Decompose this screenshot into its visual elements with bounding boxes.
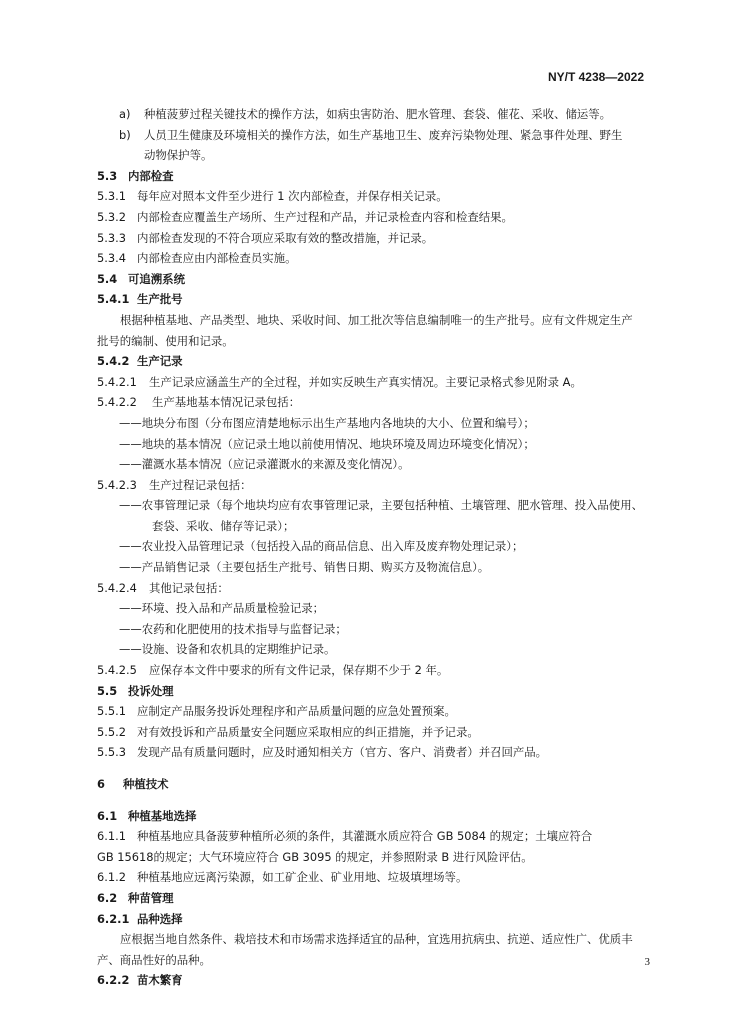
dash-item: ——农业投入品管理记录（包括投入品的商品信息、出入库及废弃物处理记录）； [119, 539, 524, 554]
clause-number: 5.3.3 [97, 230, 126, 245]
clause-5-4-2-1 [97, 372, 662, 393]
section-number: 5.3 [97, 168, 118, 183]
section-title: 品种选择 [137, 911, 183, 926]
paragraph-line: 产、商品性好的品种。 [97, 952, 211, 967]
clause-number: 5.4.2.3 [97, 477, 137, 492]
list-item-b-continued: 动物保护等。 [144, 148, 213, 163]
section-number: 6.2 [97, 890, 118, 905]
chapter-title: 种植技术 [123, 777, 169, 791]
section-number: 5.5 [97, 683, 118, 698]
section-title: 投诉处理 [128, 683, 174, 698]
section-number: 5.4 [97, 271, 118, 286]
list-item-a [97, 104, 662, 125]
clause-number: 5.5.2 [97, 724, 126, 739]
dash-item: ——产品销售记录（主要包括生产批号、销售日期、购买方及物流信息）。 [119, 560, 490, 575]
clause-text: 其他记录包括： [149, 580, 229, 595]
clause-number: 6.1.2 [97, 870, 126, 885]
clause-5-4-2-5 [97, 660, 662, 681]
clause-text: 对有效投诉和产品质量安全问题应采取相应的纠正措施，并予记录。 [137, 724, 479, 739]
list-marker: b) [119, 127, 131, 142]
list-item-b [97, 125, 662, 146]
clause-text: 发现产品有质量问题时，应及时通知相关方（官方、客户、消费者）并召回产品。 [137, 745, 548, 760]
dash-item: ——农药和化肥使用的技术指导与监督记录； [119, 621, 347, 636]
section-number: 6.2.2 [97, 973, 130, 988]
section-number: 6.1 [97, 808, 118, 823]
section-title: 种植基地选择 [128, 808, 197, 823]
clause-text: 生产基地基本情况记录包括： [152, 395, 301, 410]
section-title: 可追溯系统 [128, 271, 185, 286]
dash-item: ——设施、设备和农机具的定期维护记录。 [119, 642, 336, 657]
clause-number: 5.4.2.1 [97, 374, 137, 389]
clause-text: 应制定产品服务投诉处理程序和产品质量问题的应急处置预案。 [137, 704, 456, 719]
dash-item: ——地块的基本情况（应记录土地以前使用情况、地块环境及周边环境变化情况）； [119, 436, 535, 451]
paragraph-line: 批号的编制、使用和记录。 [97, 333, 234, 348]
clause-5-3-2 [97, 207, 662, 228]
clause-5-5-3 [97, 742, 662, 763]
section-title: 生产记录 [137, 354, 183, 369]
clause-5-3-4 [97, 248, 662, 269]
section-title: 种苗管理 [128, 890, 174, 905]
section-heading-6-1 [97, 806, 662, 827]
clause-number: 5.5.1 [97, 704, 126, 719]
list-marker: a) [119, 107, 131, 121]
section-title: 生产批号 [137, 292, 183, 307]
clause-number: 5.4.2.2 [97, 395, 137, 410]
section-heading-5-5 [97, 681, 662, 702]
paragraph-line: 根据种植基地、产品类型、地块、采收时间、加工批次等信息编制唯一的生产批号。应有文件规定生产 [120, 312, 633, 327]
clause-number: 5.3.4 [97, 251, 126, 266]
dash-item-continued: 套袋、采收、储存等记录）； [152, 518, 295, 533]
paragraph-6-2-1 [97, 929, 662, 970]
chapter-number: 6 [97, 777, 105, 791]
list-text: 种植菠萝过程关键技术的操作方法，如病虫害防治、肥水管理、套袋、催花、采收、储运等。 [144, 107, 612, 121]
clause-number: 5.4.2.5 [97, 663, 137, 678]
list-text: 人员卫生健康及环境相关的操作方法，如生产基地卫生、废弃污染物处理、紧急事件处理、野生 [144, 127, 623, 142]
clause-number: 6.1.1 [97, 829, 126, 844]
clause-text: 应保存本文件中要求的所有文件记录，保存期不少于 2 年。 [149, 663, 449, 678]
clause-5-5-1 [97, 701, 662, 722]
document-body [97, 104, 662, 991]
clause-text: 内部检查应覆盖生产场所、生产过程和产品，并记录检查内容和检查结果。 [137, 209, 513, 224]
paragraph-5-4-1 [97, 310, 662, 351]
clause-text: 生产过程记录包括： [149, 477, 252, 492]
section-number: 6.2.1 [97, 911, 130, 926]
clause-text: 种植基地应远离污染源，如工矿企业、矿业用地、垃圾填埋场等。 [137, 870, 468, 885]
clause-number: 5.3.2 [97, 209, 126, 224]
clause-text: 内部检查发现的不符合项应采取有效的整改措施，并记录。 [137, 230, 434, 245]
clause-text: 种植基地应具备菠萝种植所必须的条件，其灌溉水质应符合 GB 5084 的规定；土壤应符合 [137, 829, 593, 844]
clause-5-5-2 [97, 722, 662, 743]
clause-number: 5.4.2.4 [97, 580, 137, 595]
section-title: 内部检查 [128, 168, 174, 183]
clause-6-1-1-continued: GB 15618的规定；大气环境应符合 GB 3095 的规定，并参照附录 B 进行风险评估。 [97, 849, 533, 864]
paragraph-line: 应根据当地自然条件、栽培技术和市场需求选择适宜的品种，宜选用抗病虫、抗逆、适应性广、优质丰 [120, 932, 633, 947]
dash-item: ——灌溉水基本情况（应记录灌溉水的来源及变化情况）。 [119, 457, 410, 472]
clause-5-3-1 [97, 186, 662, 207]
clause-5-4-2-2 [97, 392, 662, 413]
clause-5-4-2-4 [97, 578, 662, 599]
section-number: 5.4.2 [97, 354, 130, 369]
clause-text: 生产记录应涵盖生产的全过程，并如实反映生产真实情况。主要记录格式参见附录 A。 [149, 374, 582, 389]
dash-item: ——环境、投入品和产品质量检验记录； [119, 601, 325, 616]
clause-text: 内部检查应由内部检查员实施。 [137, 251, 297, 266]
clause-6-1-2 [97, 867, 662, 888]
chapter-heading-6 [97, 774, 662, 795]
section-number: 5.4.1 [97, 292, 130, 307]
clause-text: 每年应对照本文件至少进行 1 次内部检查，并保存相关记录。 [137, 189, 448, 204]
section-heading-6-2 [97, 888, 662, 909]
document-code-header: NY/T 4238—2022 [547, 70, 644, 84]
section-heading-5-4 [97, 269, 662, 290]
section-title: 苗木繁育 [137, 973, 183, 988]
section-heading-6-2-2 [97, 970, 662, 991]
clause-6-1-1 [97, 826, 662, 847]
clause-number: 5.3.1 [97, 189, 126, 204]
clause-number: 5.5.3 [97, 745, 126, 760]
dash-item: ——地块分布图（分布图应清楚地标示出生产基地内各地块的大小、位置和编号）； [119, 415, 535, 430]
section-heading-5-4-2 [97, 351, 662, 372]
clause-5-3-3 [97, 228, 662, 249]
page-number: 3 [644, 956, 650, 968]
section-heading-6-2-1 [97, 909, 662, 930]
section-heading-5-3 [97, 166, 662, 187]
clause-5-4-2-3 [97, 475, 662, 496]
dash-item: ——农事管理记录（每个地块均应有农事管理记录，主要包括种植、土壤管理、肥水管理、投入品使用、 [119, 498, 643, 513]
section-heading-5-4-1 [97, 289, 662, 310]
